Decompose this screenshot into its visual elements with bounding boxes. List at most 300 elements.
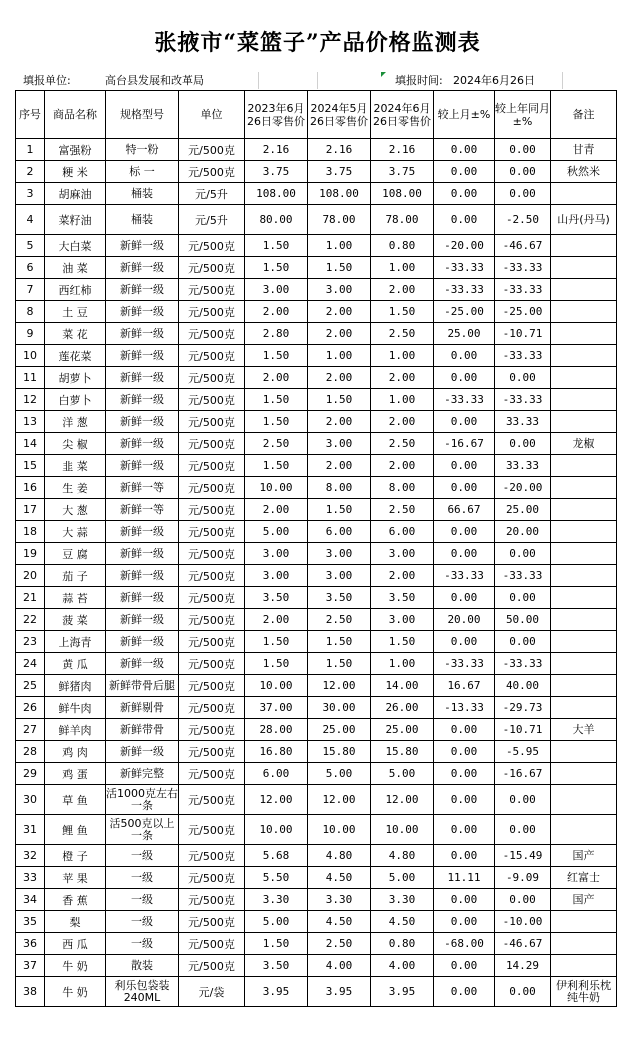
table-row [16,763,617,785]
cell-yoy: 50.00 [495,609,551,631]
header-price-2023: 2023年6月26日零售价 [245,91,308,139]
cell-price-may: 2.16 [308,139,371,161]
cell-price-may: 4.00 [308,955,371,977]
info-bar [15,72,615,89]
cell-price-2023: 1.50 [245,455,308,477]
header-mom: 较上月±% [434,91,495,139]
grid-divider [258,72,259,89]
cell-price-2023: 5.00 [245,521,308,543]
cell-note [551,345,617,367]
table-row [16,301,617,323]
cell-note: 山丹(丹马) [551,205,617,235]
cell-unit: 元/500克 [179,911,245,933]
cell-price-jun: 12.00 [371,785,434,815]
cell-mom: 0.00 [434,455,495,477]
cell-yoy: 0.00 [495,631,551,653]
cell-unit: 元/500克 [179,867,245,889]
cell-note [551,697,617,719]
cell-price-may: 12.00 [308,785,371,815]
cell-note: 甘青 [551,139,617,161]
table-row [16,565,617,587]
cell-name: 胡麻油 [45,183,106,205]
cell-note: 国产 [551,889,617,911]
cell-spec: 新鲜一级 [106,433,179,455]
cell-unit: 元/500克 [179,499,245,521]
cell-price-jun: 2.00 [371,411,434,433]
cell-mom: -20.00 [434,235,495,257]
cell-spec: 新鲜一级 [106,323,179,345]
cell-price-may: 2.50 [308,933,371,955]
cell-unit: 元/500克 [179,763,245,785]
cell-price-2023: 1.50 [245,653,308,675]
cell-seq: 23 [16,631,45,653]
cell-unit: 元/500克 [179,235,245,257]
cell-price-jun: 78.00 [371,205,434,235]
cell-spec: 新鲜一级 [106,653,179,675]
cell-price-2023: 1.50 [245,345,308,367]
cell-seq: 16 [16,477,45,499]
cell-price-jun: 14.00 [371,675,434,697]
cell-name: 大 蒜 [45,521,106,543]
cell-price-2023: 5.68 [245,845,308,867]
cell-price-2023: 2.00 [245,301,308,323]
cell-name: 白萝卜 [45,389,106,411]
cell-mom: -33.33 [434,389,495,411]
cell-name: 鲜羊肉 [45,719,106,741]
cell-note [551,301,617,323]
table-row [16,845,617,867]
cell-seq: 24 [16,653,45,675]
cell-name: 韭 菜 [45,455,106,477]
cell-seq: 5 [16,235,45,257]
cell-unit: 元/500克 [179,889,245,911]
cell-note [551,279,617,301]
cell-unit: 元/500克 [179,675,245,697]
cell-seq: 4 [16,205,45,235]
cell-price-2023: 1.50 [245,933,308,955]
table-row [16,411,617,433]
table-row [16,889,617,911]
cell-note [551,933,617,955]
cell-price-jun: 1.00 [371,389,434,411]
header-yoy: 较上年同月±% [495,91,551,139]
cell-note: 伊利利乐枕纯牛奶 [551,977,617,1007]
page-title: 张掖市“菜篮子”产品价格监测表 [154,30,481,56]
cell-name: 西红柿 [45,279,106,301]
cell-mom: 0.00 [434,845,495,867]
table-row [16,323,617,345]
cell-price-2023: 1.50 [245,235,308,257]
cell-price-jun: 2.00 [371,279,434,301]
cell-name: 大白菜 [45,235,106,257]
cell-spec: 新鲜一级 [106,257,179,279]
cell-yoy: 25.00 [495,499,551,521]
cell-yoy: -33.33 [495,653,551,675]
cell-spec: 新鲜一级 [106,631,179,653]
cell-price-may: 3.00 [308,433,371,455]
cell-price-may: 4.50 [308,911,371,933]
cell-price-jun: 3.00 [371,543,434,565]
cell-seq: 3 [16,183,45,205]
cell-yoy: -10.71 [495,719,551,741]
cell-note [551,763,617,785]
cell-price-jun: 2.50 [371,433,434,455]
cell-price-may: 2.00 [308,455,371,477]
cell-spec: 一级 [106,911,179,933]
cell-name: 鲜猪肉 [45,675,106,697]
cell-price-may: 1.50 [308,389,371,411]
price-table [15,90,617,1007]
table-row [16,911,617,933]
cell-price-2023: 37.00 [245,697,308,719]
cell-spec: 新鲜一级 [106,609,179,631]
cell-price-jun: 2.50 [371,499,434,521]
cell-seq: 19 [16,543,45,565]
table-row [16,815,617,845]
cell-unit: 元/500克 [179,587,245,609]
cell-mom: -33.33 [434,257,495,279]
cell-spec: 新鲜一级 [106,345,179,367]
table-row [16,609,617,631]
cell-price-2023: 10.00 [245,477,308,499]
cell-note [551,543,617,565]
cell-unit: 元/500克 [179,367,245,389]
cell-spec: 桶装 [106,205,179,235]
cell-price-may: 1.00 [308,235,371,257]
table-row [16,521,617,543]
cell-mom: 20.00 [434,609,495,631]
cell-yoy: 14.29 [495,955,551,977]
cell-price-may: 3.00 [308,543,371,565]
cell-price-jun: 3.50 [371,587,434,609]
cell-note [551,741,617,763]
cell-mom: 0.00 [434,411,495,433]
cell-price-may: 2.00 [308,301,371,323]
cell-mom: 0.00 [434,815,495,845]
cell-unit: 元/500克 [179,433,245,455]
cell-note [551,785,617,815]
cell-seq: 10 [16,345,45,367]
cell-name: 香 蕉 [45,889,106,911]
cell-unit: 元/500克 [179,565,245,587]
cell-price-may: 3.30 [308,889,371,911]
cell-price-may: 4.80 [308,845,371,867]
cell-spec: 新鲜一级 [106,279,179,301]
cell-note [551,609,617,631]
cell-price-may: 2.00 [308,323,371,345]
cell-name: 鲜牛肉 [45,697,106,719]
cell-name: 鸡 蛋 [45,763,106,785]
cell-mom: 25.00 [434,323,495,345]
cell-price-2023: 3.00 [245,279,308,301]
cell-note [551,411,617,433]
cell-seq: 7 [16,279,45,301]
cell-price-may: 3.50 [308,587,371,609]
cell-price-2023: 5.50 [245,867,308,889]
cell-unit: 元/500克 [179,955,245,977]
cell-price-jun: 3.30 [371,889,434,911]
cell-yoy: -46.67 [495,235,551,257]
cell-mom: -25.00 [434,301,495,323]
cell-price-may: 10.00 [308,815,371,845]
cell-name: 粳 米 [45,161,106,183]
cell-note [551,499,617,521]
cell-price-2023: 1.50 [245,257,308,279]
cell-seq: 18 [16,521,45,543]
cell-price-may: 1.00 [308,345,371,367]
cell-price-may: 2.00 [308,367,371,389]
cell-mom: 0.00 [434,763,495,785]
table-row [16,367,617,389]
cell-price-2023: 3.50 [245,955,308,977]
cell-mom: 0.00 [434,631,495,653]
cell-mom: 16.67 [434,675,495,697]
cell-price-2023: 16.80 [245,741,308,763]
cell-price-jun: 25.00 [371,719,434,741]
cell-mom: -68.00 [434,933,495,955]
table-row [16,867,617,889]
cell-spec: 新鲜一级 [106,543,179,565]
table-row [16,433,617,455]
cell-yoy: -46.67 [495,933,551,955]
header-price-may: 2024年5月26日零售价 [308,91,371,139]
cell-price-jun: 1.00 [371,345,434,367]
cell-name: 牛 奶 [45,955,106,977]
cell-spec: 一级 [106,933,179,955]
cell-yoy: 0.00 [495,161,551,183]
cell-unit: 元/500克 [179,741,245,763]
cell-price-2023: 3.50 [245,587,308,609]
table-row [16,455,617,477]
table-row [16,955,617,977]
cell-unit: 元/500克 [179,609,245,631]
table-row [16,697,617,719]
cell-unit: 元/500克 [179,257,245,279]
cell-yoy: -5.95 [495,741,551,763]
cell-price-jun: 15.80 [371,741,434,763]
cell-spec: 新鲜带骨后腿 [106,675,179,697]
cell-note [551,675,617,697]
cell-seq: 2 [16,161,45,183]
cell-price-may: 1.50 [308,499,371,521]
cell-price-2023: 2.00 [245,367,308,389]
cell-price-may: 2.50 [308,609,371,631]
cell-seq: 1 [16,139,45,161]
cell-unit: 元/500克 [179,139,245,161]
cell-note [551,911,617,933]
cell-spec: 新鲜带骨 [106,719,179,741]
header-seq: 序号 [16,91,45,139]
cell-mom: 0.00 [434,205,495,235]
cell-yoy: -16.67 [495,763,551,785]
cell-yoy: -33.33 [495,257,551,279]
cell-price-may: 3.95 [308,977,371,1007]
cell-seq: 25 [16,675,45,697]
cell-name: 胡萝卜 [45,367,106,389]
cell-spec: 新鲜剔骨 [106,697,179,719]
cell-yoy: -20.00 [495,477,551,499]
cell-price-2023: 1.50 [245,631,308,653]
cell-spec: 新鲜一级 [106,565,179,587]
grid-divider [317,72,318,89]
cell-price-2023: 108.00 [245,183,308,205]
cell-price-2023: 2.00 [245,499,308,521]
cell-seq: 32 [16,845,45,867]
cell-price-may: 1.50 [308,631,371,653]
cell-spec: 新鲜一级 [106,301,179,323]
cell-price-jun: 3.75 [371,161,434,183]
cell-unit: 元/500克 [179,455,245,477]
cell-seq: 6 [16,257,45,279]
cell-note [551,653,617,675]
cell-price-jun: 0.80 [371,235,434,257]
cell-price-2023: 3.00 [245,543,308,565]
cell-price-2023: 2.00 [245,609,308,631]
cell-spec: 一级 [106,867,179,889]
cell-spec: 桶装 [106,183,179,205]
table-row [16,205,617,235]
cell-yoy: -33.33 [495,345,551,367]
header-price-jun: 2024年6月26日零售价 [371,91,434,139]
cell-unit: 元/500克 [179,477,245,499]
cell-unit: 元/500克 [179,161,245,183]
cell-price-jun: 4.50 [371,911,434,933]
cell-name: 菠 菜 [45,609,106,631]
cell-yoy: 0.00 [495,183,551,205]
table-row [16,543,617,565]
cell-note [551,367,617,389]
cell-yoy: 33.33 [495,455,551,477]
grid-divider [562,72,563,89]
cell-name: 牛 奶 [45,977,106,1007]
cell-price-jun: 2.00 [371,455,434,477]
cell-price-2023: 1.50 [245,411,308,433]
cell-mom: 0.00 [434,345,495,367]
cell-price-jun: 1.00 [371,653,434,675]
cell-price-2023: 12.00 [245,785,308,815]
table-row [16,933,617,955]
table-header-row [16,91,617,139]
table-row [16,139,617,161]
cell-note [551,455,617,477]
cell-name: 蒜 苔 [45,587,106,609]
cell-price-jun: 8.00 [371,477,434,499]
cell-price-2023: 2.80 [245,323,308,345]
cell-price-may: 1.50 [308,257,371,279]
cell-spec: 标 一 [106,161,179,183]
cell-seq: 9 [16,323,45,345]
cell-spec: 新鲜一等 [106,499,179,521]
cell-yoy: 0.00 [495,139,551,161]
header-note: 备注 [551,91,617,139]
cell-spec: 新鲜一级 [106,389,179,411]
table-row [16,719,617,741]
table-row [16,499,617,521]
cell-name: 生 姜 [45,477,106,499]
cell-spec: 新鲜一级 [106,455,179,477]
cell-price-jun: 10.00 [371,815,434,845]
cell-price-2023: 3.95 [245,977,308,1007]
cell-unit: 元/500克 [179,323,245,345]
table-row [16,235,617,257]
cell-name: 西 瓜 [45,933,106,955]
cell-price-2023: 6.00 [245,763,308,785]
cell-seq: 20 [16,565,45,587]
cell-name: 苹 果 [45,867,106,889]
cell-price-jun: 3.95 [371,977,434,1007]
cell-price-2023: 2.50 [245,433,308,455]
header-name: 商品名称 [45,91,106,139]
cell-name: 土 豆 [45,301,106,323]
cell-seq: 27 [16,719,45,741]
cell-note: 红富士 [551,867,617,889]
cell-seq: 17 [16,499,45,521]
reporting-unit-label: 填报单位: [23,74,71,87]
cell-price-2023: 10.00 [245,815,308,845]
cell-unit: 元/500克 [179,815,245,845]
cell-name: 菜籽油 [45,205,106,235]
cell-name: 油 菜 [45,257,106,279]
header-unit: 单位 [179,91,245,139]
cell-note [551,389,617,411]
cell-name: 鲤 鱼 [45,815,106,845]
cell-mom: 0.00 [434,785,495,815]
cell-price-may: 3.75 [308,161,371,183]
cell-spec: 新鲜一级 [106,367,179,389]
cell-yoy: 33.33 [495,411,551,433]
cell-price-2023: 80.00 [245,205,308,235]
cell-unit: 元/500克 [179,697,245,719]
cell-price-2023: 5.00 [245,911,308,933]
cell-mom: 0.00 [434,889,495,911]
cell-mom: 0.00 [434,741,495,763]
cell-yoy: -15.49 [495,845,551,867]
cell-price-jun: 26.00 [371,697,434,719]
cell-price-may: 3.00 [308,565,371,587]
cell-price-jun: 6.00 [371,521,434,543]
cell-yoy: -29.73 [495,697,551,719]
cell-seq: 30 [16,785,45,815]
cell-yoy: 20.00 [495,521,551,543]
cell-name: 橙 子 [45,845,106,867]
cell-mom: -33.33 [434,279,495,301]
cell-price-may: 6.00 [308,521,371,543]
cell-seq: 11 [16,367,45,389]
cell-price-may: 4.50 [308,867,371,889]
table-row [16,741,617,763]
cell-price-2023: 10.00 [245,675,308,697]
cell-name: 大 葱 [45,499,106,521]
cell-price-may: 12.00 [308,675,371,697]
reporting-time-label: 填报时间: [395,74,443,87]
cell-unit: 元/袋 [179,977,245,1007]
cell-note [551,815,617,845]
cell-yoy: 0.00 [495,815,551,845]
cell-price-jun: 2.00 [371,565,434,587]
table-row [16,477,617,499]
cell-note [551,257,617,279]
cell-name: 茄 子 [45,565,106,587]
cell-unit: 元/500克 [179,631,245,653]
cell-price-jun: 108.00 [371,183,434,205]
cell-seq: 36 [16,933,45,955]
cell-name: 菜 花 [45,323,106,345]
table-row [16,345,617,367]
cell-yoy: 0.00 [495,367,551,389]
cell-note [551,521,617,543]
cell-price-jun: 5.00 [371,763,434,785]
cell-yoy: -2.50 [495,205,551,235]
